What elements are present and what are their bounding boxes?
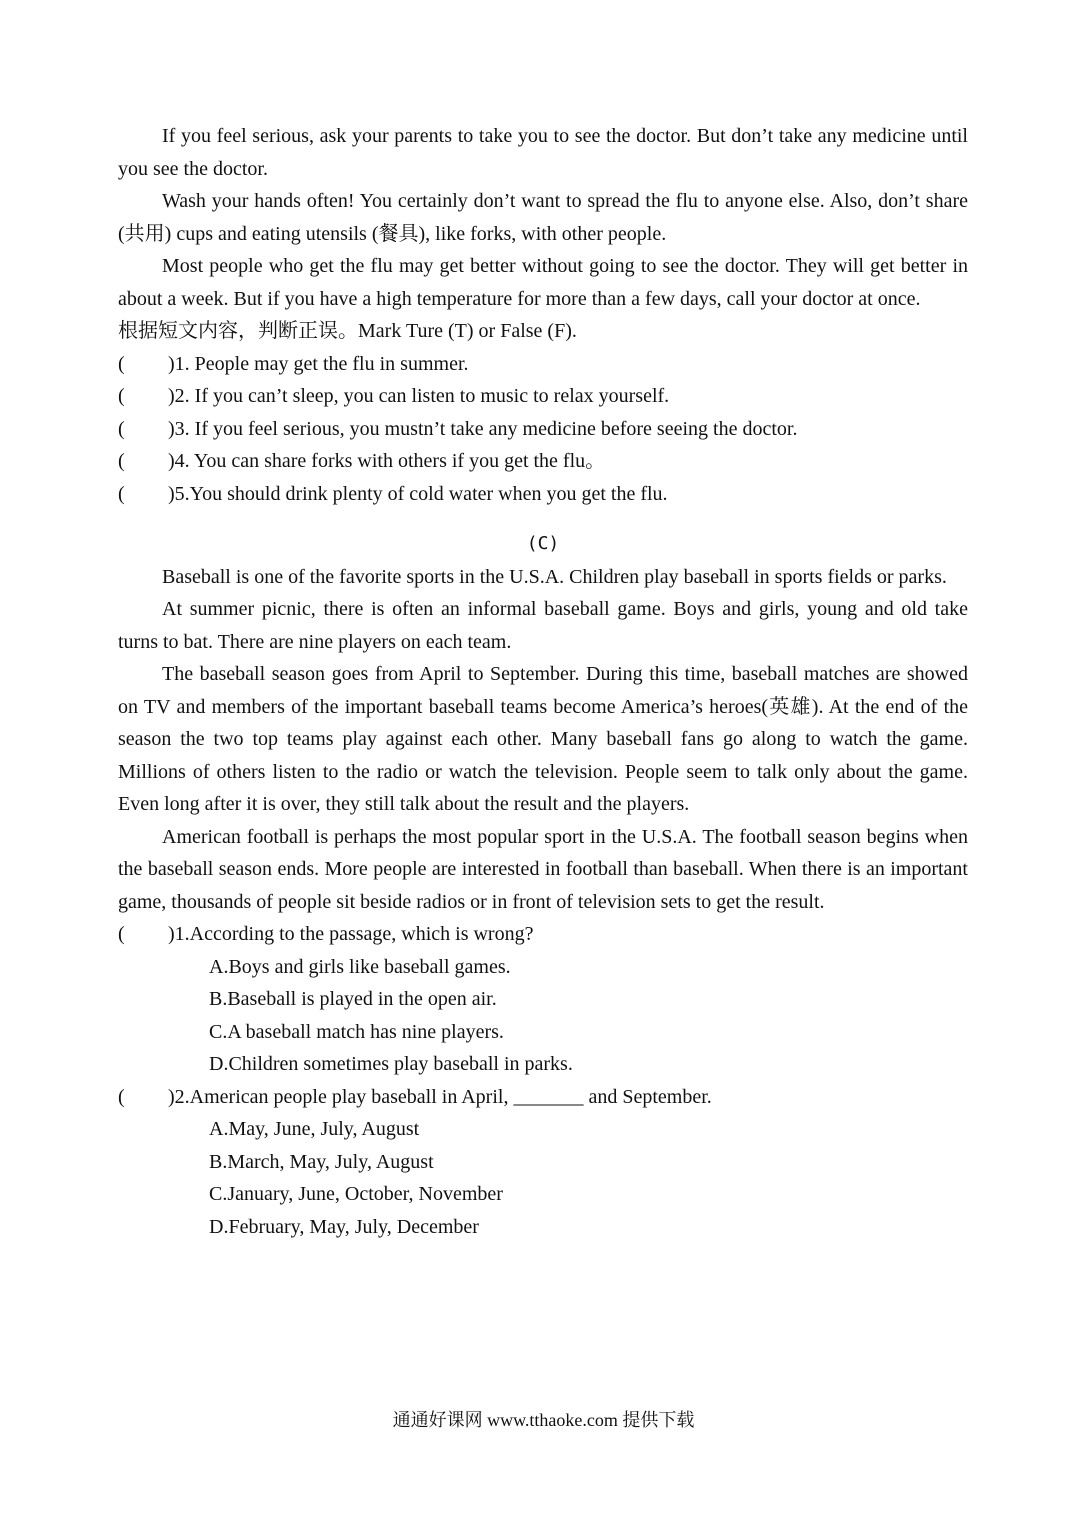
option-a: A.Boys and girls like baseball games. (209, 955, 511, 978)
section-c-title: (C) (526, 533, 560, 554)
passage-b-paragraph-2: Wash your hands often! You certainly don’t want to spread the flu to anyone else. Also, don’t share (共用) cups and eating utensils (餐具), like forks, with other people. (118, 190, 968, 245)
option-c: C.A baseball match has nine players. (209, 1020, 504, 1043)
tf-question-5 (118, 478, 968, 511)
passage-c-paragraph-2: At summer picnic, there is often an informal baseball game. Boys and girls, young and old take turns to bat. There are nine players on each team. (118, 598, 968, 653)
answer-blank[interactable]: ( (118, 1085, 125, 1108)
passage-b-paragraph-1: If you feel serious, ask your parents to take you to see the doctor. But don’t take any medicine until you see the doctor. (118, 125, 968, 180)
question-text: )2.American people play baseball in April, _______ and September. (168, 1085, 712, 1108)
question-text: )2. If you can’t sleep, you can listen to music to relax yourself. (168, 385, 670, 407)
passage-b-paragraph-3: Most people who get the flu may get better without going to see the doctor. They will get better in about a week. But if you have a high temperature for more than a few days, call your doctor at once. (118, 255, 968, 310)
option-d: D.February, May, July, December (209, 1215, 479, 1238)
tf-question-3 (118, 413, 968, 446)
mc-question-1 (118, 918, 968, 951)
passage-b-instruction: 根据短文内容，判断正误。Mark Ture (T) or False (F). (118, 320, 577, 342)
question-text: )4. You can share forks with others if you get the flu。 (168, 450, 606, 472)
document-page (118, 120, 968, 1243)
page-footer: 通通好课网 www.tthaoke.com 提供下载 (392, 1410, 695, 1430)
passage-c-paragraph-1: Baseball is one of the favorite sports in the U.S.A. Children play baseball in sports fields or parks. (162, 565, 947, 588)
question-text: )1.According to the passage, which is wrong? (168, 923, 534, 945)
answer-blank[interactable]: ( (118, 450, 125, 472)
question-text: )3. If you feel serious, you mustn’t take any medicine before seeing the doctor. (168, 417, 798, 440)
tf-question-2 (118, 380, 968, 413)
option-c: C.January, June, October, November (209, 1183, 503, 1205)
option-b: B.Baseball is played in the open air. (209, 988, 497, 1010)
mc-question-2 (118, 1081, 968, 1114)
question-text: )5.You should drink plenty of cold water when you get the flu. (168, 482, 668, 505)
tf-question-1 (118, 348, 968, 381)
option-d: D.Children sometimes play baseball in parks. (209, 1053, 573, 1075)
option-a: A.May, June, July, August (209, 1118, 420, 1140)
passage-c-paragraph-3: The baseball season goes from April to September. During this time, baseball matches are showed on TV and members of the important baseball teams become America’s heroes(英雄). At the end of the season the two top teams play against each other. Many baseball fans go along to watch the game. Millions of others listen to the radio or watch the television. People seem to talk only about the game. Even long after it is over, they still talk about the result and the players. (118, 663, 968, 815)
answer-blank[interactable]: ( (118, 417, 125, 440)
tf-question-4 (118, 445, 968, 478)
answer-blank[interactable]: ( (118, 482, 125, 505)
answer-blank[interactable]: ( (118, 352, 125, 375)
question-text: )1. People may get the flu in summer. (168, 352, 469, 375)
option-b: B.March, May, July, August (209, 1150, 434, 1173)
passage-c-paragraph-4: American football is perhaps the most popular sport in the U.S.A. The football season begins when the baseball season ends. More people are interested in football than baseball. When there is an important game, thousands of people sit beside radios or in front of television sets to get the result. (118, 825, 968, 913)
answer-blank[interactable]: ( (118, 385, 125, 407)
answer-blank[interactable]: ( (118, 923, 125, 945)
